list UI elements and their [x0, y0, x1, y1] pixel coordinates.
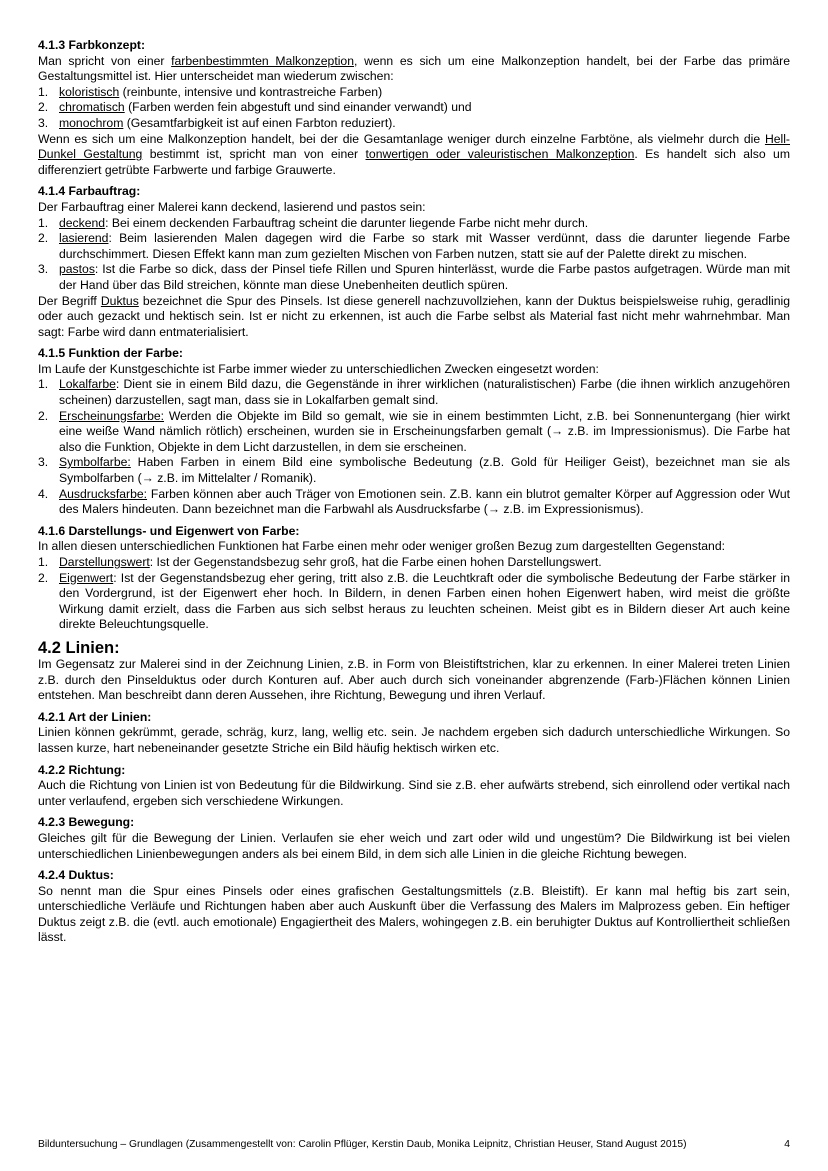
term: farbenbestimmten Malkonzeption: [171, 53, 354, 68]
list-item: 3. pastos: Ist die Farbe so dick, dass der Pinsel tiefe Rillen und Spuren hinterlässt, wurde die Farbe pastos aufgetragen. Würde man mit der Hand über das Bild streichen, könnte man diese Unebenheiten deutlich spüren.: [38, 262, 790, 292]
page-number: 4: [784, 1139, 790, 1150]
paragraph: Der Begriff Duktus bezeichnet die Spur des Pinsels. Ist diese generell nachzuvollziehen, kann der Duktus beispielsweise ruhig, geradlinig oder auch gezackt und hektisch sein. Ist er nicht zu erkennen, ist auch die Farbe selbst als Material fast nicht mehr wahrnehmbar. Man sagt: Farbe wird dann entmaterialisiert.: [38, 293, 790, 339]
list-item: 2. Erscheinungsfarbe: Werden die Objekte im Bild so gemalt, wie sie in einem bestimmten Licht, z.B. bei Sonnenuntergang (hier wirkt eine weiße Wand nämlich rötlich) erscheinen, wurden sie in Erscheinungsfarben gemalt (→ z.B. im Impressionismus). Die Farbe hat also die Funktion, Objekte in dem Licht darzustellen, in dem sie erscheinen.: [38, 408, 790, 454]
section-heading: 4.2.1 Art der Linien:: [38, 709, 152, 724]
list-item: 3. Symbolfarbe: Haben Farben in einem Bild eine symbolische Bedeutung (z.B. Gold für Heiliger Geist), bezeichnet man sie als Symbolfarben (→ z.B. im Mittelalter / Romanik).: [38, 455, 790, 486]
term: Ausdrucksfarbe:: [59, 486, 148, 501]
section-4-2-4: [38, 868, 790, 946]
section-4-1-5: [38, 346, 790, 518]
term: pastos: [59, 262, 95, 277]
page-footer: [38, 1138, 790, 1151]
list-item: 4. Ausdrucksfarbe: Farben können aber auch Träger von Emotionen sein. Z.B. kann ein blutrot gemalter Körper auf Aggression oder Wut des Malers hindeuten. Dann bezeichnet man die Farbwahl als Ausdrucksfarbe (→ z.B. im Expressionismus).: [38, 486, 790, 517]
numbered-list: [38, 377, 790, 517]
paragraph: Im Gegensatz zur Malerei sind in der Zeichnung Linien, z.B. in Form von Bleistiftstrichen, klar zu erkennen. In einer Malerei treten Linien z.B. durch den Pinselduktus oder durch Konturen auf. Aber auch durch sich voneinander abgrenzende (Farb-)Flächen können Linien entstehen. Man beschreibt dann deren Aussehen, ihre Richtung, Bewegung und ihren Verlauf.: [38, 656, 790, 703]
list-item: 1. koloristisch (reinbunte, intensive und kontrastreiche Farben): [38, 84, 383, 99]
section-heading: 4.2.4 Duktus:: [38, 868, 114, 883]
paragraph: Auch die Richtung von Linien ist von Bedeutung für die Bildwirkung. Sind sie z.B. eher aufwärts strebend, sich einrollend oder vertikal nach unter verlaufend, ergeben sich verschiedene Wirkungen.: [38, 778, 790, 808]
section-4-2: [38, 639, 790, 704]
term: deckend: [59, 215, 106, 230]
footer-text: Bilduntersuchung – Grundlagen (Zusammengestellt von: Carolin Pflüger, Kerstin Daub, Monika Leipnitz, Christian Heuser, Stand August 2015): [38, 1139, 687, 1150]
paragraph: Linien können gekrümmt, gerade, schräg, kurz, lang, wellig etc. sein. Je nachdem ergeben sich dadurch unterschiedliche Wirkungen. So lassen kurze, hart nebeneinander gesetzte Striche ein Bild häufig hektisch wirken etc.: [38, 725, 790, 755]
term: lasierend: [59, 231, 109, 246]
list-item: 2. Eigenwert: Ist der Gegenstandsbezug eher gering, tritt also z.B. die Leuchtkraft oder die symbolische Bedeutung der Farbe stärker in den Vordergrund, ist der Eigenwert eher hoch. In Bildern, in denen Farben einen hohen Eigenwert haben, wird meist die größte Wirkung damit erzielt, dass die Farben aus sich selbst heraus zu leuchten scheinen. Meist gibt es in Bildern dieser Art auch keine direkte Beleuchtungsquelle.: [38, 570, 790, 632]
term: Darstellungswert: [59, 555, 150, 569]
paragraph: In allen diesen unterschiedlichen Funktionen hat Farbe einen mehr oder weniger großen Bezug zum dargestellten Gegenstand:: [38, 539, 725, 554]
term: Erscheinungsfarbe:: [59, 408, 165, 423]
term: koloristisch: [59, 84, 120, 99]
list-item: 2. chromatisch (Farben werden fein abgestuft und sind einander verwandt) und: [38, 100, 472, 115]
section-heading: 4.1.3 Farbkonzept:: [38, 38, 146, 52]
paragraph: Der Farbauftrag einer Malerei kann deckend, lasierend und pastos sein:: [38, 199, 426, 214]
paragraph: Wenn es sich um eine Malkonzeption handelt, bei der die Gesamtanlage weniger durch einzelne Farbtöne, als vielmehr durch die Hell-Dunkel Gestaltung bestimmt ist, spricht man von einer tonwertigen oder valeuristischen Malkonzeption. Es handelt sich also um differenziert getrübte Farbwerte und farbige Grauwerte.: [38, 131, 790, 177]
section-heading: 4.1.4 Farbauftrag:: [38, 184, 141, 199]
term: chromatisch: [59, 100, 125, 115]
term: Symbolfarbe:: [59, 455, 131, 470]
section-4-1-6: [38, 524, 790, 633]
numbered-list: [38, 85, 790, 132]
term: tonwertigen oder valeuristischen Malkonzeption: [365, 147, 635, 162]
paragraph: So nennt man die Spur eines Pinsels oder eines grafischen Gestaltungsmittels (z.B. Bleistift). Er kann mal heftig bis zart sein, unterschiedliche Verläufe und Richtungen haben aber auch Auskunft über die Verfassung des Malers im Malprozess geben. Ein heftiger Duktus zeigt z.B. die (evtl. auch emotionale) Engagiertheit des Malers, wohingegen z.B. ein beruhigter Duktus auf Kontrolliertheit schließen lässt.: [38, 883, 790, 945]
list-item: 2. lasierend: Beim lasierenden Malen dagegen wird die Farbe so stark mit Wasser verdünnt, dass die darunter liegende Farbe durchschimmert. Diesen Effekt kann man zum gezielten Mischen von Farben nutzen, statt sie auf der Palette direkt zu mischen.: [38, 231, 790, 261]
term: Eigenwert: [59, 570, 114, 585]
section-heading: 4.2.2 Richtung:: [38, 762, 126, 777]
section-heading: 4.2.3 Bewegung:: [38, 815, 135, 830]
term: Hell-Dunkel Gestaltung: [38, 131, 790, 162]
term: monochrom: [59, 115, 124, 130]
section-4-1-3: [38, 38, 790, 178]
list-item: 3. monochrom (Gesamtfarbigkeit ist auf einen Farbton reduziert).: [38, 115, 396, 130]
section-4-2-3: [38, 815, 790, 862]
section-heading: 4.1.6 Darstellungs- und Eigenwert von Farbe:: [38, 523, 300, 538]
list-item: 1. Darstellungswert: Ist der Gegenstandsbezug sehr groß, hat die Farbe einen hohen Darstellungswert.: [38, 555, 602, 569]
paragraph: Gleiches gilt für die Bewegung der Linien. Verlaufen sie eher weich und zart oder wild und ungestüm? Die Bildwirkung ist bei vielen unterschiedlichen Linienbewegungen anders als bei einem Bild, in dem sich alle Linien in die gleiche Richtung bewegen.: [38, 830, 790, 861]
list-item: 1. deckend: Bei einem deckenden Farbauftrag scheint die darunter liegende Farbe nicht mehr durch.: [38, 215, 589, 230]
paragraph: Man spricht von einer farbenbestimmten Malkonzeption, wenn es sich um eine Malkonzeption handelt, bei der Farbe das primäre Gestaltungsmittel ist. Hier unterscheidet man wiederum zwischen:: [38, 53, 790, 84]
term: Duktus: [100, 293, 139, 308]
term: Lokalfarbe: [59, 377, 116, 392]
numbered-list: [38, 555, 790, 633]
list-item: 1. Lokalfarbe: Dient sie in einem Bild dazu, die Gegenstände in ihrer wirklichen (naturalistischen) Farbe (die ihnen wirklich anzugehören scheinen) darzustellen, sagt man, dass sie in Lokalfarben gemalt sind.: [38, 377, 790, 408]
document-page: [38, 38, 790, 946]
numbered-list: [38, 216, 790, 294]
chapter-heading: 4.2 Linien:: [38, 638, 120, 657]
section-heading: 4.1.5 Funktion der Farbe:: [38, 346, 183, 361]
section-4-1-4: [38, 184, 790, 340]
section-4-2-1: [38, 710, 790, 757]
section-4-2-2: [38, 763, 790, 810]
paragraph: Im Laufe der Kunstgeschichte ist Farbe immer wieder zu unterschiedlichen Zwecken eingesetzt worden:: [38, 361, 599, 376]
